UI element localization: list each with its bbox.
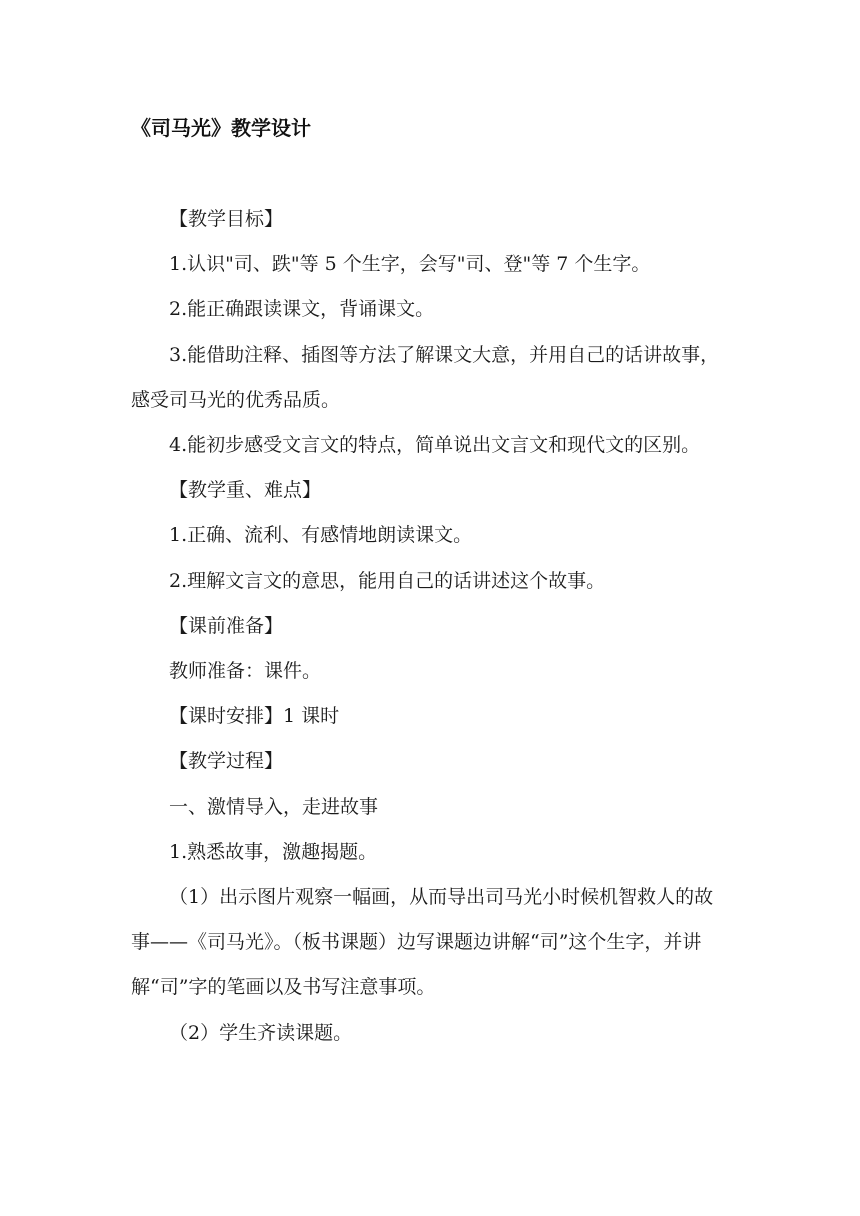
objective-item-2: 2.能正确跟读课文，背诵课文。 (169, 298, 435, 321)
section-heading-schedule: 【课时安排】1 课时 (169, 705, 340, 728)
key-point-item-2: 2.理解文言文的意思，能用自己的话讲述这个故事。 (169, 569, 606, 592)
section-heading-preparation: 【课前准备】 (169, 614, 284, 637)
key-point-item-1: 1.正确、流利、有感情地朗读课文。 (169, 524, 473, 547)
objective-item-1: 1.认识"司、跌"等 5 个生字，会写"司、登"等 7 个生字。 (169, 253, 651, 276)
section-heading-objectives: 【教学目标】 (169, 208, 284, 230)
preparation-text: 教师准备：课件。 (169, 660, 322, 683)
document-title: 《司马光》教学设计 (131, 116, 311, 140)
process-step-heading: 一、激情导入，走进故事 (169, 795, 379, 818)
objective-item-3: 3.能借助注释、插图等方法了解课文大意，并用自己的话讲故事，感受司马光的优秀品质。 (131, 343, 720, 411)
section-heading-key-points: 【教学重、难点】 (169, 479, 322, 502)
process-substep-heading: 1.熟悉故事，激趣揭题。 (169, 840, 378, 863)
process-item-1: （1）出示图片观察一幅画，从而导出司马光小时候机智救人的故事——《司马光》。（板书课题）边写课题边讲解“司”这个生字，并讲解“司”字的笔画以及书写注意事项。 (131, 886, 714, 999)
section-heading-process: 【教学过程】 (169, 750, 284, 773)
objective-item-4: 4.能初步感受文言文的特点，简单说出文言文和现代文的区别。 (169, 434, 701, 457)
document-body (131, 197, 731, 1056)
process-item-2: （2）学生齐读课题。 (169, 1021, 353, 1044)
